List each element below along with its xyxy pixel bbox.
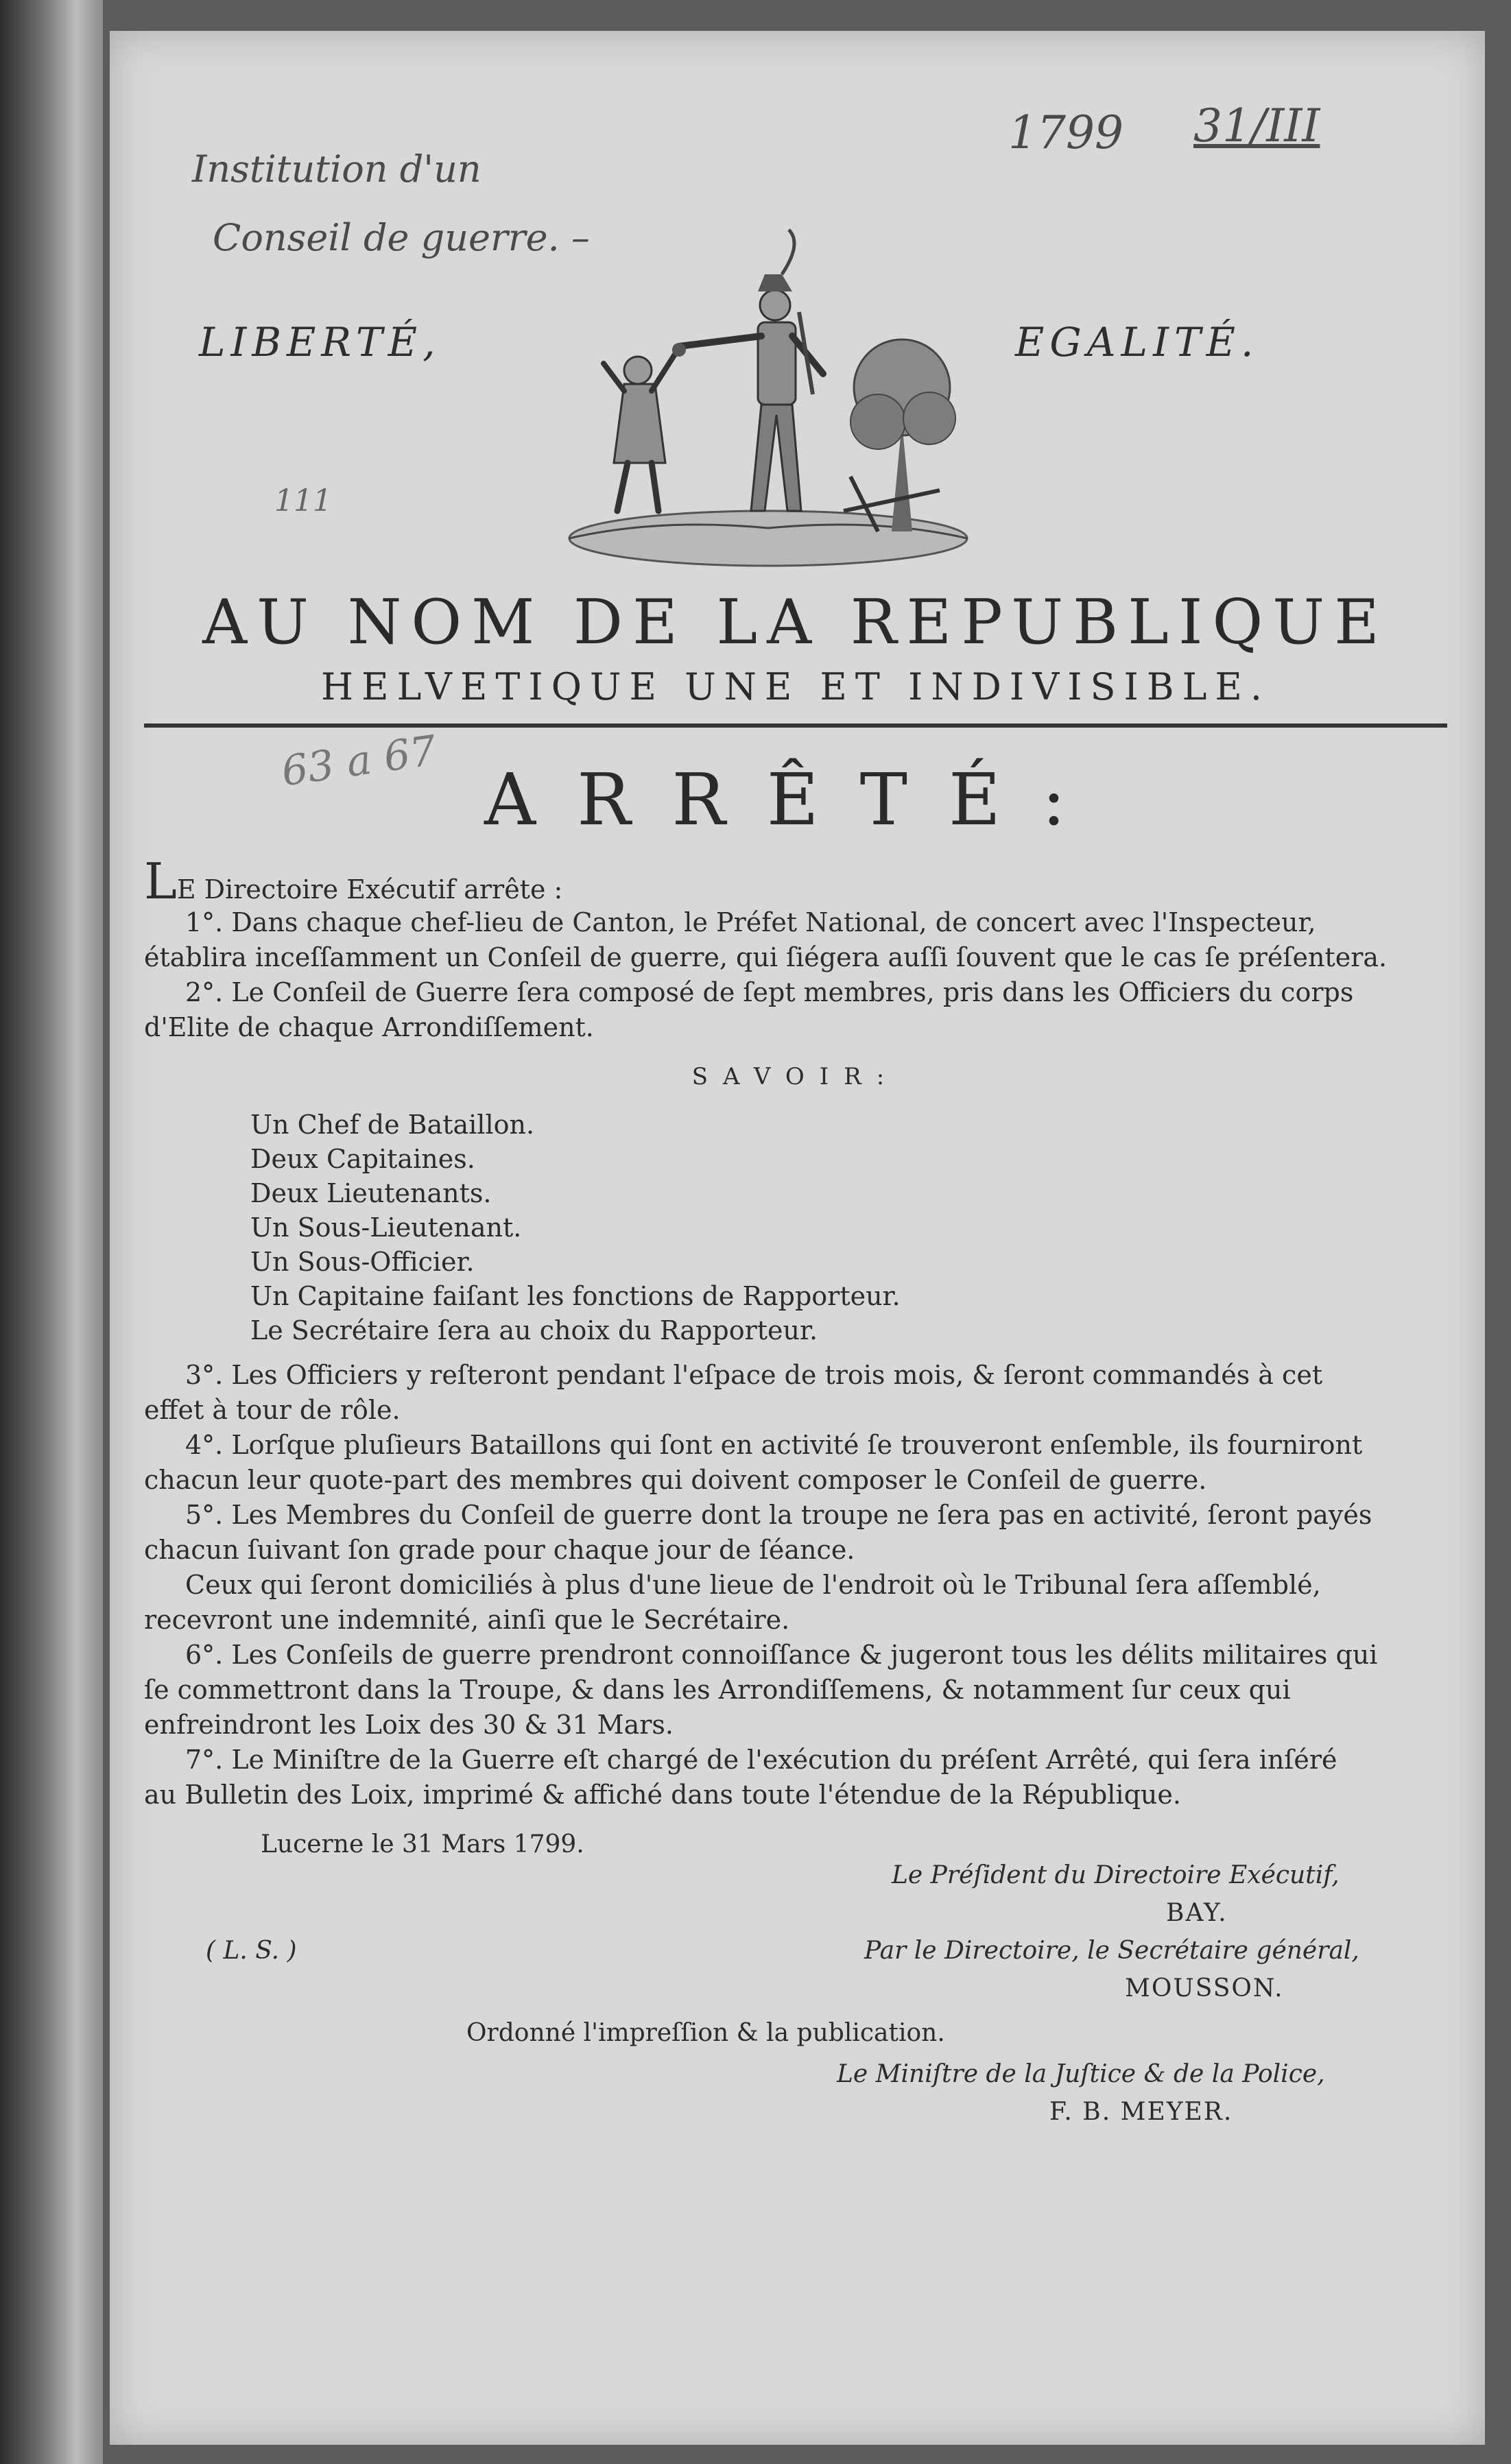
article-5-line2: chacun ſuivant ſon grade pour chaque jour de ſéance.: [144, 1535, 855, 1565]
intro-text: E Directoire Exécutif arrête :: [176, 874, 563, 905]
article-4-line1: 4°. Lorſque pluſieurs Bataillons qui ſont en activité ſe trouveront enſemble, ils fourniront: [185, 1430, 1363, 1460]
handwritten-reference: 31/III: [1193, 99, 1320, 152]
ornamental-rule: [144, 723, 1447, 728]
article-1-line1: 1°. Dans chaque chef-lieu de Canton, le Préfet National, de concert avec l'Inspecteur,: [185, 907, 1316, 937]
book-binding-edge: [0, 0, 103, 2464]
heading-arrete: ARRÊTÉ:: [484, 758, 1107, 841]
secretary-title: Par le Directoire, le Secrétaire général,: [864, 1937, 1359, 1965]
list-item: Un Sous-Lieutenant.: [250, 1212, 522, 1243]
list-item: Deux Capitaines.: [250, 1144, 475, 1174]
members-list: [250, 1108, 901, 1348]
seal-mark: ( L. S. ): [206, 1937, 297, 1965]
minister-name: F. B. MEYER.: [1049, 2098, 1233, 2126]
article-5b-line2: recevront une indemnité, ainſi que le Secrétaire.: [144, 1605, 790, 1635]
article-6-line2: ſe commettront dans la Troupe, & dans les Arrondiſſemens, & notamment ſur ceux qui: [144, 1675, 1291, 1705]
handwritten-year: 1799: [1008, 106, 1123, 159]
article-4-line2: chacun leur quote-part des membres qui doivent composer le Conſeil de guerre.: [144, 1465, 1207, 1495]
president-name: BAY.: [1166, 1899, 1228, 1927]
faded-stamp-number: 63 a 67: [278, 726, 440, 796]
title-au-nom-de-la-republique: AU NOM DE LA REPUBLIQUE: [202, 586, 1389, 658]
handwritten-left-mark: 111: [274, 483, 332, 518]
savoir-heading: SAVOIR:: [691, 1063, 900, 1090]
intro-line: [144, 852, 563, 910]
articles-1-2: [144, 905, 1447, 1045]
handwritten-note-line1: Institution d'un: [192, 147, 481, 191]
secretary-name: MOUSSON.: [1125, 1974, 1284, 2002]
article-7-line2: au Bulletin des Loix, imprimé & affiché dans toute l'étendue de la République.: [144, 1780, 1181, 1810]
articles-3-7: [144, 1358, 1447, 1813]
article-3-line1: 3°. Les Officiers y reſteront pendant l'eſpace de trois mois, & ſeront commandés à cet: [185, 1360, 1323, 1390]
article-1-line2: établira inceſſamment un Conſeil de guerre, qui ſiégera auſſi ſouvent que le cas ſe préſentera.: [144, 942, 1388, 972]
document-page: [110, 31, 1485, 2445]
list-item: Le Secrétaire ſera au choix du Rapporteur.: [250, 1315, 818, 1345]
article-2-line2: d'Elite de chaque Arrondiſſement.: [144, 1012, 594, 1042]
list-item: Un Chef de Bataillon.: [250, 1110, 535, 1140]
list-item: Un Sous-Officier.: [250, 1247, 475, 1277]
tell-vignette-illustration: [556, 216, 981, 573]
article-6-line3: enfreindront les Loix des 30 & 31 Mars.: [144, 1710, 674, 1740]
motto-egalite: EGALITÉ.: [1015, 319, 1259, 366]
article-3-line2: effet à tour de rôle.: [144, 1395, 401, 1425]
article-7-line1: 7°. Le Miniſtre de la Guerre eſt chargé de l'exécution du préſent Arrêté, qui ſera inſéré: [185, 1745, 1337, 1775]
title-helvetique: HELVETIQUE UNE ET INDIVISIBLE.: [320, 665, 1271, 708]
date-line: Lucerne le 31 Mars 1799.: [261, 1830, 584, 1858]
article-5-line1: 5°. Les Membres du Conſeil de guerre dont la troupe ne ſera pas en activité, ſeront payés: [185, 1500, 1372, 1530]
list-item: Un Capitaine faiſant les fonctions de Rapporteur.: [250, 1281, 901, 1311]
article-5b-line1: Ceux qui ſeront domiciliés à plus d'une lieue de l'endroit où le Tribunal ſera aſſemblé,: [185, 1570, 1321, 1600]
president-title: Le Préſident du Directoire Exécutif,: [892, 1861, 1340, 1889]
article-2-line1: 2°. Le Conſeil de Guerre ſera composé de ſept membres, pris dans les Officiers du corps: [185, 977, 1354, 1007]
handwritten-note-line2: Conseil de guerre. –: [213, 216, 590, 259]
motto-liberte: LIBERTÉ,: [199, 319, 441, 366]
drop-cap: L: [144, 852, 177, 910]
minister-title: Le Miniſtre de la Juſtice & de la Police,: [837, 2060, 1325, 2088]
order-line: Ordonné l'impreſſion & la publication.: [466, 2019, 945, 2047]
list-item: Deux Lieutenants.: [250, 1178, 492, 1208]
article-6-line1: 6°. Les Conſeils de guerre prendront connoiſſance & jugeront tous les délits militaires qui: [185, 1640, 1378, 1670]
